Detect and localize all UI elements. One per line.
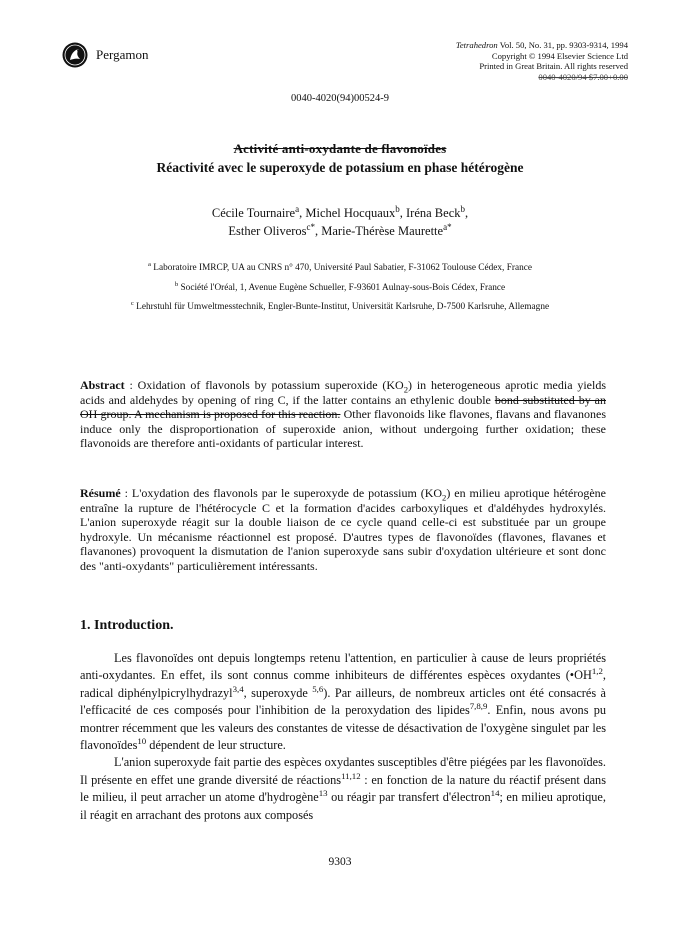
printed-line: Printed in Great Britain. All rights reserved <box>479 61 628 71</box>
resume-text: ) en milieu aprotique hétérogène entraîne la rupture de l'hétérocycle C et la formation d'acides carboxyliques et d'aldéhydes hydroxylés. L'anion superoxyde réagit sur la double liaison de ce cycle quand celle-ci est substituée par un groupe hydroxyle. Un mécanisme réactionnel est proposé. D'autres types de flavonoïdes (flavones, flavanes et flavanones) provoquent la dismutation de l'anion superoxyde sans subir d'oxydation ultérieure et sont donc des "anti-oxydants" particulièrement intéressants. <box>80 486 607 573</box>
citation: 7,8,9 <box>469 701 488 712</box>
title-block <box>0 141 680 176</box>
affil-text: Société l'Oréal, 1, Avenue Eugène Schueller, F-93601 Aulnay-sous-Bois Cédex, France <box>178 282 506 293</box>
body-text: ; en milieu aprotique, il réagit en arrachant des protons aux composés <box>80 790 606 822</box>
journal-volume-line: Vol. 50, No. 31, pp. 9303-9314, 1994 <box>497 40 628 50</box>
body-text: , superoxyde <box>243 685 313 700</box>
author-affil-mark: b <box>460 203 465 214</box>
body-text: : en fonction de la nature du réactif présent dans le milieu, il peut arracher un atome d'hydrogène <box>80 772 606 805</box>
author-name: , Marie-Thérèse Maurette <box>315 224 444 238</box>
title-line-2: Réactivité avec le superoxyde de potassium en phase hétérogène <box>156 160 524 175</box>
affiliation-list <box>0 259 680 318</box>
subscript: 2 <box>442 492 447 503</box>
introduction-body <box>80 650 606 824</box>
affiliation-b <box>0 279 680 299</box>
body-text: dépendent de leur structure. <box>146 738 286 753</box>
citation: 3,4 <box>232 683 244 694</box>
author-affil-mark: a* <box>443 221 452 232</box>
page-number: 9303 <box>328 856 352 868</box>
citation: 11,12 <box>341 770 361 781</box>
author-affil-mark: a <box>295 203 300 214</box>
body-text: . Enfin, nous avons pu montrer récemment que les valeurs des constantes de vitesse de désactivation de l'oxygène singulet par les flavonoïdes <box>80 703 607 753</box>
author-name: , Iréna Beck <box>399 206 461 220</box>
body-text: L'anion superoxyde fait partie des espèces oxydantes susceptibles d'être piégées par les flavonoïdes. Il présente en effet une grande diversité de réactions <box>80 755 606 787</box>
body-text: Les flavonoïdes ont depuis longtemps retenu l'attention, en particulier à cause de leurs propriétés anti-oxydantes. En effet, ils sont connus comme inhibiteurs de différentes espèces oxydantes (•OH <box>80 651 606 683</box>
body-text: , radical diphénylpicrylhydrazyl <box>80 668 606 700</box>
author-name: , Michel Hocquaux <box>299 206 396 220</box>
author-separator: , <box>465 206 469 220</box>
citation: 10 <box>137 735 147 746</box>
body-text: ). Par ailleurs, de nombreux articles ont été consacrés à l'efficacité de ces composés pour l'inhibition de la peroxydation des lipides <box>80 685 607 718</box>
section-heading: 1. Introduction. <box>80 618 174 633</box>
body-paragraph <box>80 754 606 824</box>
subscript: 2 <box>403 384 409 395</box>
author-list <box>0 204 680 240</box>
citation: 14 <box>490 788 500 799</box>
abstract-text: : Oxidation of flavonols by potassium superoxide (KO <box>124 378 404 392</box>
price-line: 0040-4020/94 $7.00+0.00 <box>538 71 628 82</box>
affil-mark: c <box>130 299 134 307</box>
affil-text: Laboratoire IMRCP, UA au CNRS n° 470, Université Paul Sabatier, F-31062 Toulouse Cédex, France <box>150 263 533 273</box>
resume-text: : L'oxydation des flavonols par le superoxyde de potassium (KO <box>120 486 443 500</box>
abstract-paragraph <box>80 378 606 451</box>
author-name: Cécile Tournaire <box>211 206 296 220</box>
journal-info <box>456 40 628 82</box>
resume-paragraph <box>80 486 606 574</box>
abstract-text-struck: bond substituted by an OH group. A mechanism is proposed for this reaction. <box>80 392 606 422</box>
body-text: ou réagir par transfert d'électron <box>327 790 491 805</box>
pergamon-logo <box>62 42 88 68</box>
article-doi: 0040-4020(94)00524-9 <box>291 93 389 104</box>
abstract-text: ) in heterogeneous aprotic media yields acids and aldehydes by opening of ring C, if the latter contains an ethylenic double <box>80 378 607 407</box>
resume-label: Résumé <box>80 486 121 500</box>
abstract-text: Other flavonoids like flavones, flavans and flavanones induce only the disproportionation of superoxide anion, without undergoing further oxidation; these flavonoids are therefore anti-oxidants of particular interest. <box>80 407 606 451</box>
affiliation-a <box>0 259 680 279</box>
affil-text: Lehrstuhl für Umweltmesstechnik, Engler-Bunte-Institut, Universität Karlsruhe, D-7500 Karlsruhe, Allemagne <box>133 302 550 312</box>
affil-mark: a <box>147 260 151 268</box>
journal-name: Tetrahedron <box>455 40 498 50</box>
citation: 5,6 <box>312 683 324 694</box>
citation: 13 <box>318 788 328 799</box>
publisher-name: Pergamon <box>96 47 149 62</box>
body-paragraph <box>80 650 606 754</box>
author-affil-mark: c* <box>306 221 316 232</box>
affil-mark: b <box>174 280 179 288</box>
author-name: Esther Oliveros <box>228 224 307 238</box>
title-line-1: Activité anti-oxydante de flavonoïdes <box>233 141 447 156</box>
affiliation-c <box>0 298 680 318</box>
author-affil-mark: b <box>395 203 400 214</box>
abstract-label: Abstract <box>80 378 125 392</box>
copyright-line: Copyright © 1994 Elsevier Science Ltd <box>491 50 628 61</box>
citation: 1,2 <box>591 666 603 677</box>
